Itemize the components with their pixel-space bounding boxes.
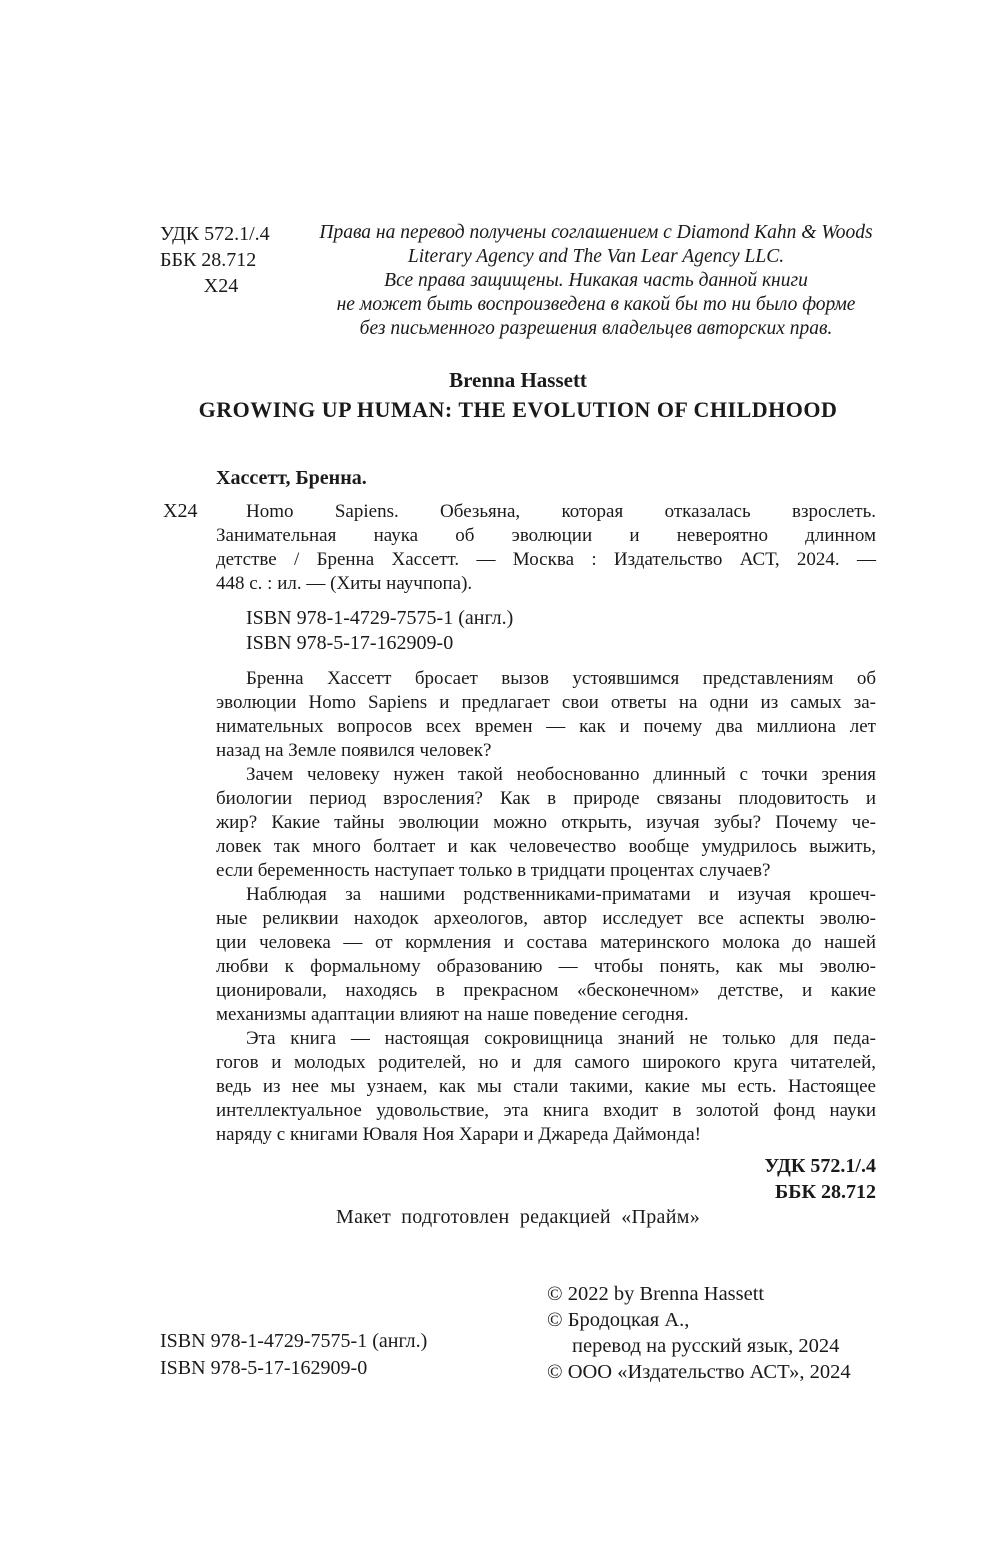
copyright-block bbox=[547, 1281, 907, 1385]
text-line: детстве / Бренна Хассетт. — Москва : Издательство АСТ, 2024. — bbox=[216, 549, 876, 570]
text-line: Бренна Хассетт бросает вызов устоявшимся представлениям об bbox=[246, 668, 876, 689]
bbk-code-bottom: ББК 28.712 bbox=[775, 1181, 876, 1203]
text-line: назад на Земле появился человек? bbox=[216, 740, 492, 761]
text-line: ISBN 978-5-17-162909-0 bbox=[160, 1357, 368, 1379]
text-line: ционировали, находясь в прекрасном «бесконечном» детстве, и какие bbox=[216, 980, 876, 1001]
author-sign-code: Х24 bbox=[203, 275, 239, 297]
text-line: любви к формальному образованию — чтобы понять, как мы эволю- bbox=[216, 956, 876, 977]
bottom-classification-codes bbox=[616, 1153, 876, 1205]
catalog-author-heading: Хассетт, Бренна. bbox=[216, 467, 367, 489]
bottom-isbn-block bbox=[160, 1328, 427, 1382]
udc-code-bottom: УДК 572.1/.4 bbox=[764, 1155, 876, 1177]
text-line: ISBN 978-1-4729-7575-1 (англ.) bbox=[246, 607, 514, 629]
text-line: если беременность наступает только в тридцати процентах случаев? bbox=[216, 860, 771, 881]
text-line: эволюции Homo Sapiens и предлагает свои ответы на одни из самых за- bbox=[216, 692, 876, 713]
text-line: © Бродоцкая А., bbox=[547, 1309, 690, 1331]
text-line: биологии период взросления? Как в природе связаны плодовитость и bbox=[216, 788, 876, 809]
catalog-isbn-block bbox=[246, 606, 513, 656]
text-line: 448 с. : ил. — (Хиты научпопа). bbox=[216, 573, 473, 594]
annotation-text bbox=[216, 667, 876, 1147]
text-line: ISBN 978-1-4729-7575-1 (англ.) bbox=[160, 1330, 428, 1352]
catalog-description bbox=[216, 500, 876, 596]
text-line: Права на перевод получены соглашением с Diamond Kahn & Woods bbox=[319, 222, 873, 243]
original-author-name: Brenna Hassett bbox=[449, 368, 587, 392]
text-line: ведь из нее мы узнаем, как мы стали такими, какие мы есть. Настоящее bbox=[216, 1076, 876, 1097]
text-line: ловек так много болтает и как человечество вообще умудрилось выжить, bbox=[216, 836, 876, 857]
text-line: ции человека — от кормления и состава материнского молока до нашей bbox=[216, 932, 876, 953]
text-line: нимательных вопросов всех времен — как и почему два миллиона лет bbox=[216, 716, 876, 737]
text-line: гогов и молодых родителей, но и для самого широкого круга читателей, bbox=[216, 1052, 876, 1073]
top-classification-codes bbox=[160, 221, 282, 299]
text-line: ISBN 978-5-17-162909-0 bbox=[246, 632, 454, 654]
paragraph bbox=[216, 667, 876, 763]
text-line: жир? Какие тайны эволюции можно открыть, изучая зубы? Почему че- bbox=[216, 812, 876, 833]
text-line: Homo Sapiens. Обезьяна, которая отказалась взрослеть. bbox=[246, 501, 876, 522]
text-line: не может быть воспроизведена в какой бы то ни было форме bbox=[336, 294, 856, 315]
text-line: интеллектуальное удовольствие, эта книга входит в золотой фонд науки bbox=[216, 1100, 876, 1121]
original-book-title: GROWING UP HUMAN: THE EVOLUTION OF CHILDHOOD bbox=[198, 397, 838, 422]
catalog-author-code: Х24 bbox=[163, 500, 198, 522]
paragraph bbox=[216, 883, 876, 1027]
udc-code: УДК 572.1/.4 bbox=[160, 223, 270, 245]
text-line: Все права защищены. Никакая часть данной книги bbox=[384, 270, 808, 291]
text-line: © 2022 by Brenna Hassett bbox=[547, 1283, 765, 1305]
text-line: наряду с книгами Юваля Ноя Харари и Джареда Даймонда! bbox=[216, 1124, 702, 1145]
text-line: без письменного разрешения владельцев авторских прав. bbox=[359, 318, 833, 339]
text-line: Зачем человеку нужен такой необоснованно длинный с точки зрения bbox=[246, 764, 876, 785]
text-line: механизмы адаптации влияют на наше поведение сегодня. bbox=[216, 1004, 689, 1025]
text-line: Эта книга — настоящая сокровищница знаний не только для педа- bbox=[246, 1028, 876, 1049]
translation-rights-notice bbox=[306, 221, 886, 341]
text-line: ные реликвии находок археологов, автор исследует все аспекты эволю- bbox=[216, 908, 876, 929]
text-line: © ООО «Издательство АСТ», 2024 bbox=[547, 1361, 851, 1383]
text-line: перевод на русский язык, 2024 bbox=[572, 1335, 840, 1357]
bbk-code: ББК 28.712 bbox=[160, 249, 257, 271]
text-line: Literary Agency and The Van Lear Agency LLC. bbox=[407, 246, 785, 267]
text-line: Занимательная наука об эволюции и невероятно длинном bbox=[216, 525, 876, 546]
paragraph bbox=[216, 1027, 876, 1147]
production-note: Макет подготовлен редакцией «Прайм» bbox=[335, 1206, 700, 1228]
paragraph bbox=[216, 763, 876, 883]
text-line: Наблюдая за нашими родственниками-приматами и изучая крошеч- bbox=[246, 884, 876, 905]
